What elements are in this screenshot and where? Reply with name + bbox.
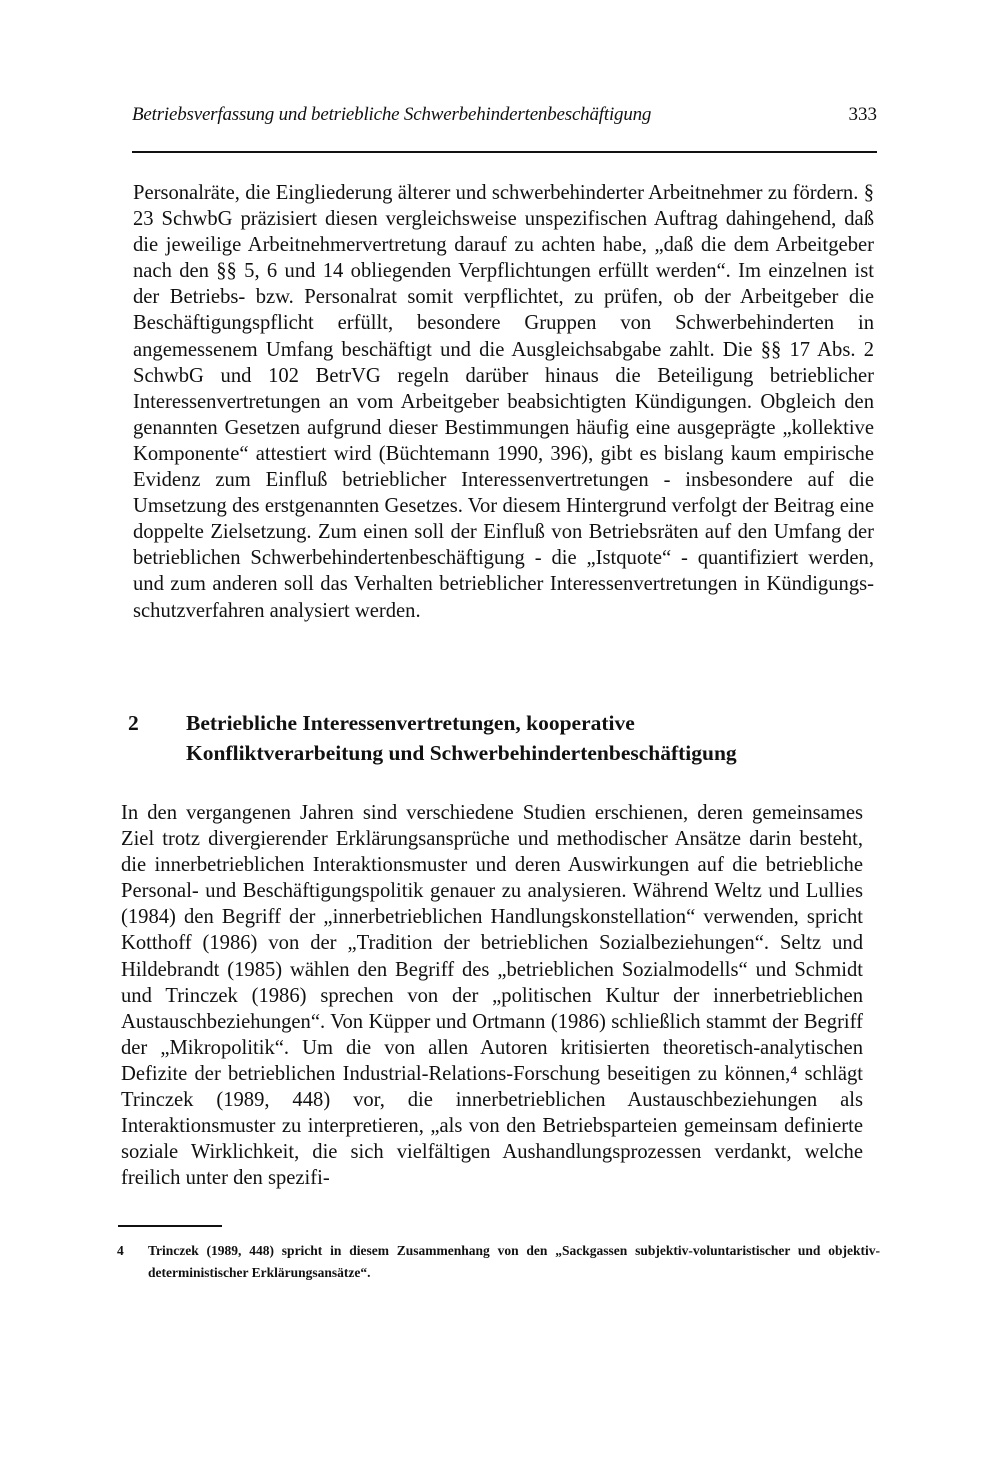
body-paragraph-1: Personalräte, die Eingliederung älterer und schwerbehinderter Arbeitnehmer zu fördern. § 23 SchwbG präzisiert diesen vergleichsweise unspezifischen Auftrag dahingehend, daß die jeweilige Arbeitnehmervertretung darauf zu achten habe, „daß die dem Arbeitgeber nach den §§ 5, 6 und 14 obliegenden Verpflichtungen erfüllt werden“. Im einzelnen ist der Betriebs- bzw. Personalrat somit verpflichtet, zu prüfen, ob der Arbeitgeber die Beschäftigungspflicht erfüllt, besondere Gruppen von Schwerbehinderten in angemessenem Umfang beschäftigt und die Ausgleichsabgabe zahlt. Die §§ 17 Abs. 2 SchwbG und 102 BetrVG regeln darüber hinaus die Beteiligung betrieblicher Interessenvertretungen an vom Arbeitgeber beabsichtigten Kündigungen. Obgleich den genannten Gesetzen aufgrund dieser Bestimmungen häufig eine ausgeprägte „kollektive Komponente“ attestiert wird (Büchtemann 1990, 396), gibt es bislang kaum empirische Evidenz zum Einfluß betrieblicher Interessenvertretungen - insbesondere auf die Umsetzung des erstgenannten Gesetzes. Vor diesem Hintergrund verfolgt der Beitrag eine doppelte Zielsetzung. Zum einen soll der Einfluß von Betriebsräten auf den Umfang der betrieblichen Schwerbehindertenbeschäftigung - die „Istquote“ - quantifiziert werden, und zum anderen soll das Verhalten betrieblicher Interessenvertretungen in Kündigungsschutzverfahren analysiert werden.	[133, 182, 874, 622]
page-number: 333	[848, 104, 877, 125]
footnote-rule	[118, 1225, 222, 1227]
section-title-line-2: Konfliktverarbeitung und Schwerbehindertenbeschäftigung	[186, 741, 737, 765]
body-paragraph-2: In den vergangenen Jahren sind verschiedene Studien erschienen, deren gemeinsames Ziel trotz divergierender Erklärungsansprüche und methodischer Ansätze darin besteht, die innerbetrieblichen Interaktionsmuster und deren Auswirkungen auf die betriebliche Personal- und Beschäftigungspolitik genauer zu analysieren. Während Weltz und Lullies (1984) den Begriff der „innerbetrieblichen Handlungskonstellation“ verwenden, spricht Kotthoff (1986) von der „Tradition der betrieblichen Sozialbeziehungen“. Seltz und Hildebrandt (1985) wählen den Begriff des „betrieblichen Sozialmodells“ und Schmidt und Trinczek (1986) sprechen von der „politischen Kultur der innerbetrieblichen Austauschbeziehungen“. Von Küpper und Ortmann (1986) schließlich stammt der Begriff der „Mikropolitik“. Um die von allen Autoren kritisierten theoretisch-analytischen Defizite der betrieblichen Industrial-Relations-Forschung beseitigen zu können,⁴ schlägt Trinczek (1989, 448) vor, die innerbetrieblichen Austauschbeziehungen als Interaktionsmuster zu interpretieren, „als von den Betriebsparteien gemeinsam definierte soziale Wirklichkeit, die sich vielfältigen Aushandlungsprozessen verdankt, welche freilich unter den spezifi-	[121, 802, 863, 1190]
section-number: 2	[128, 711, 139, 735]
header-rule	[132, 151, 877, 153]
section-title-line-1: Betriebliche Interessenvertretungen, kooperative	[186, 711, 635, 735]
section-title	[186, 708, 886, 768]
footnote-text: Trinczek (1989, 448) spricht in diesem Zusammenhang von den „Sackgassen subjektiv-voluntaristischer und objektiv-deterministischer Erklärungsansätze“.	[148, 1243, 880, 1280]
running-title: Betriebsverfassung und betriebliche Schwerbehindertenbeschäftigung	[132, 104, 652, 125]
running-head	[132, 104, 877, 134]
footnote-number: 4	[117, 1243, 124, 1258]
